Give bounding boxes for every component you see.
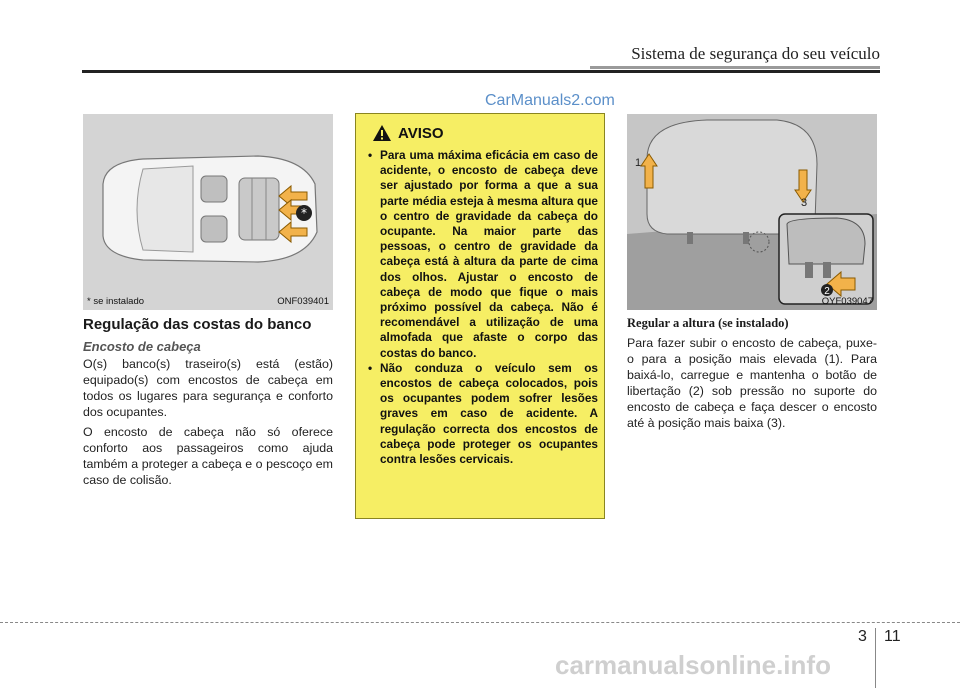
label-2: 2 — [824, 286, 830, 297]
footer-separator — [875, 628, 876, 688]
image-code: ONF039401 — [277, 296, 329, 307]
image-code: OYF039047 — [821, 296, 873, 307]
label-3: 3 — [801, 197, 808, 209]
warning-item: • Para uma máxima eficácia em caso de acidente, o encosto de cabeça deve ser ajustado por forma a que a sua parte média esteja à mesma altura que o centro de gravidade da cabeça do ocupante. Na maior parte das pessoas, o centro de gravidade da cabeça está à altura da parte de cima dos olhos. Ajustar o encosto de cabeça de modo que fique o mais próximo possível da cabeça. Não é recomendável a utilização de uma almofada que afaste o corpo das costas do banco. — [368, 148, 598, 360]
warning-list — [366, 148, 598, 467]
chapter-number: 3 — [858, 628, 867, 645]
paragraph: O encosto de cabeça não só oferece conforto aos passageiros como ajuda também a proteger a cabeça e o pescoço em caso de colisão. — [83, 425, 333, 487]
paragraph: Para fazer subir o encosto de cabeça, puxe-o para a posição mais elevada (1). Para baixá-lo, carregue e mantenha o botão de libertação (2) sob pressão no suporte do encosto de cabeça e faça descer o encosto até à posição mais baixa (3). — [627, 336, 877, 430]
footer-rule — [0, 622, 960, 623]
label-1: 1 — [635, 157, 642, 169]
watermark-top[interactable]: CarManuals2.com — [485, 92, 615, 109]
adjust-heading: Regular a altura (se instalado) — [627, 316, 789, 330]
warning-triangle-icon — [372, 124, 392, 142]
car-topview-drawing — [83, 114, 333, 310]
warning-title: AVISO — [398, 124, 444, 142]
section-title: Sistema de segurança do seu veículo — [631, 44, 880, 63]
star-marker: * — [301, 206, 307, 220]
section-heading: Regulação das costas do banco — [83, 316, 312, 333]
warning-item: • Não conduza o veículo sem os encostos de cabeça colocados, pois os ocupantes podem sofrer lesões graves em caso de acidente. A regulação correcta dos encostos de cabeça pode proteger os ocupantes contra lesões cervicais. — [368, 360, 598, 467]
header-rule — [82, 70, 880, 73]
paragraph: O(s) banco(s) traseiro(s) está (estão) equipado(s) com encostos de cabeça em todos os lugares para segurança e conforto dos ocupantes. — [83, 357, 333, 419]
subsection-heading: Encosto de cabeça — [83, 339, 201, 354]
headrest-drawing — [627, 114, 877, 310]
page-number: 11 — [884, 628, 901, 645]
right-column — [627, 316, 877, 435]
header-accent-rule — [590, 66, 880, 69]
warning-header — [372, 124, 444, 142]
left-column — [83, 316, 333, 492]
image-note: * se instalado — [87, 296, 145, 307]
warning-box — [355, 113, 605, 519]
headrest-illustration — [627, 114, 877, 310]
car-topview-illustration — [83, 114, 333, 310]
watermark-bottom[interactable]: carmanualsonline.info — [555, 650, 831, 680]
